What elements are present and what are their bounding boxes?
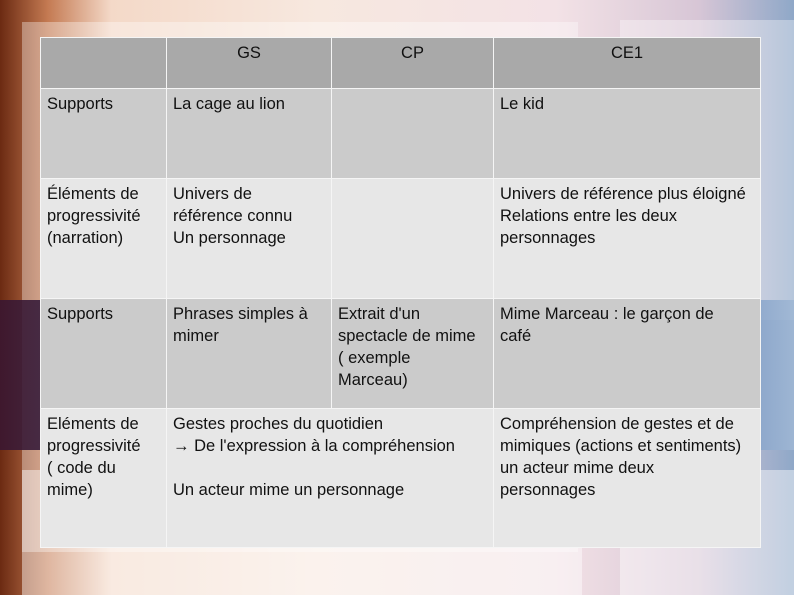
table-cell: Extrait d'un spectacle de mime ( exemple Marceau) xyxy=(332,299,494,409)
table-cell: Gestes proches du quotidien → De l'expression à la compréhension Un acteur mime un personnage xyxy=(167,409,494,548)
header-cell-ce1: CE1 xyxy=(494,38,761,89)
table-cell: Univers de référence connu Un personnage xyxy=(167,179,332,299)
progression-table xyxy=(40,37,761,548)
row-label: Éléments de progressivité (narration) xyxy=(41,179,167,299)
table-cell xyxy=(332,89,494,179)
row-label: Supports xyxy=(41,299,167,409)
table-cell: Mime Marceau : le garçon de café xyxy=(494,299,761,409)
header-cell-cp: CP xyxy=(332,38,494,89)
table-row xyxy=(41,299,761,409)
header-row xyxy=(41,38,761,89)
table-row xyxy=(41,89,761,179)
row-label: Supports xyxy=(41,89,167,179)
table-row xyxy=(41,179,761,299)
row-label: Eléments de progressivité ( code du mime) xyxy=(41,409,167,548)
table-cell xyxy=(332,179,494,299)
table-cell: La cage au lion xyxy=(167,89,332,179)
table-cell: Phrases simples à mimer xyxy=(167,299,332,409)
table-cell: Le kid xyxy=(494,89,761,179)
table-row xyxy=(41,409,761,548)
table-cell: Compréhension de gestes et de mimiques (actions et sentiments) un acteur mime deux personnages xyxy=(494,409,761,548)
header-cell-empty xyxy=(41,38,167,89)
header-cell-gs: GS xyxy=(167,38,332,89)
table-cell: Univers de référence plus éloigné Relations entre les deux personnages xyxy=(494,179,761,299)
